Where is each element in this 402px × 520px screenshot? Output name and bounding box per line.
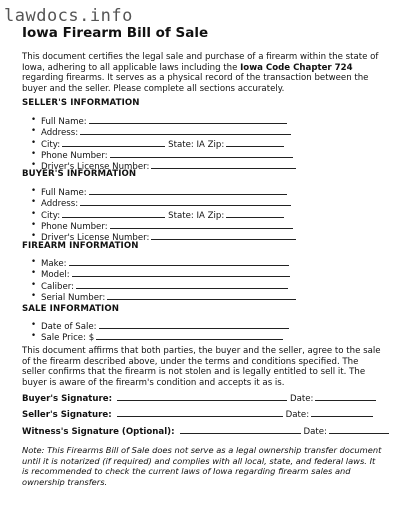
seller-signature-field[interactable] [117, 409, 283, 417]
site-watermark: lawdocs.info [4, 6, 133, 26]
intro-text-end: regarding firearms. It serves as a physical record of the transaction between the buyer and the seller. Please complete all sections accurately. [22, 73, 369, 94]
firearm-serial-label: Serial Number: [41, 292, 106, 303]
affirmation-paragraph: This document affirms that both parties, the buyer and the seller, agree to the sale of the firearm described above, under the terms and conditions specified. The seller confirms that the firearm is not stolen and is legally entitled to sell it. The buyer is aware of the firearm's condition and accepts it as is. [22, 346, 381, 388]
seller-city-field[interactable] [62, 139, 165, 147]
buyer-full-name-row [31, 187, 296, 198]
firearm-model-row [31, 269, 296, 280]
buyer-signature-field[interactable] [117, 393, 287, 401]
seller-phone-row [31, 150, 296, 161]
seller-full-name-label: Full Name: [41, 117, 87, 127]
sale-date-label: Date of Sale: [41, 322, 97, 332]
firearm-serial-row [31, 292, 296, 303]
intro-code-reference: Iowa Code Chapter 724 [240, 62, 353, 73]
seller-address-row [31, 127, 296, 138]
intro-text: This document certifies the legal sale and purchase of a firearm within the state of Iowa, adhering to all applicable laws including the [22, 52, 379, 73]
firearm-caliber-row [31, 281, 296, 292]
witness-signature-date-field[interactable] [329, 426, 389, 434]
firearm-model-field[interactable] [72, 269, 290, 277]
buyer-phone-field[interactable] [110, 221, 293, 229]
seller-signature-row [22, 409, 373, 420]
seller-phone-field[interactable] [110, 150, 293, 158]
seller-fields-list [31, 116, 296, 172]
seller-full-name-row [31, 116, 296, 127]
buyer-address-label: Address: [41, 199, 79, 210]
seller-signature-date-label: Date: [285, 410, 310, 420]
buyer-license-field[interactable] [151, 232, 296, 240]
sale-section-heading: SALE INFORMATION [22, 304, 120, 314]
seller-state-zip-label: State: IA Zip: [168, 139, 225, 150]
sale-price-field[interactable] [96, 332, 283, 340]
firearm-model-label: Model: [41, 270, 70, 281]
firearm-fields-list [31, 258, 296, 303]
seller-full-name-field[interactable] [89, 116, 287, 124]
seller-phone-label: Phone Number: [41, 150, 108, 161]
firearm-make-row [31, 258, 296, 269]
buyer-zip-field[interactable] [226, 210, 284, 218]
firearm-caliber-field[interactable] [76, 281, 288, 289]
buyer-city-field[interactable] [62, 210, 165, 218]
witness-signature-row [22, 426, 389, 437]
legal-note: Note: This Firearms Bill of Sale does not serve as a legal ownership transfer document until it is notarized (if required) and complies with all local, state, and federal laws. It is recommended to check the current laws of Iowa regarding firearm sales and ownership transfers. [22, 445, 382, 487]
buyer-signature-row [22, 393, 376, 404]
firearm-make-label: Make: [41, 259, 67, 269]
firearm-caliber-label: Caliber: [41, 281, 75, 292]
buyer-fields-list [31, 187, 296, 243]
buyer-address-row [31, 198, 296, 209]
seller-zip-field[interactable] [226, 139, 284, 147]
intro-paragraph [22, 52, 382, 94]
seller-address-label: Address: [41, 128, 79, 139]
seller-city-state-row [31, 139, 296, 150]
buyer-full-name-field[interactable] [89, 187, 287, 195]
buyer-city-label: City: [41, 210, 61, 221]
sale-fields-list [31, 321, 289, 344]
seller-license-field[interactable] [151, 161, 296, 169]
buyer-signature-date-label: Date: [290, 394, 314, 404]
buyer-state-zip-label: State: IA Zip: [168, 210, 225, 221]
firearm-serial-field[interactable] [107, 292, 296, 300]
buyer-phone-label: Phone Number: [41, 221, 108, 232]
document-title: Iowa Firearm Bill of Sale [22, 25, 209, 41]
buyer-full-name-label: Full Name: [41, 188, 87, 198]
buyer-signature-date-field[interactable] [315, 393, 376, 401]
witness-signature-label: Witness's Signature (Optional): [22, 427, 175, 437]
seller-section-heading: SELLER'S INFORMATION [22, 98, 140, 108]
sale-date-row [31, 321, 289, 332]
seller-city-label: City: [41, 139, 61, 150]
sale-price-label: Sale Price: $ [41, 333, 95, 344]
seller-signature-date-field[interactable] [311, 409, 373, 417]
buyer-license-label: Driver's License Number: [41, 233, 150, 244]
seller-license-label: Driver's License Number: [41, 162, 150, 173]
seller-signature-label: Seller's Signature: [22, 410, 112, 420]
buyer-section-heading: BUYER'S INFORMATION [22, 169, 137, 179]
buyer-city-state-row [31, 210, 296, 221]
buyer-address-field[interactable] [80, 198, 291, 206]
firearm-section-heading: FIREARM INFORMATION [22, 241, 139, 251]
witness-signature-date-label: Date: [303, 427, 327, 437]
buyer-phone-row [31, 221, 296, 232]
buyer-signature-label: Buyer's Signature: [22, 394, 113, 404]
seller-address-field[interactable] [80, 127, 291, 135]
sale-price-row [31, 332, 289, 343]
sale-date-field[interactable] [99, 321, 289, 329]
firearm-make-field[interactable] [69, 258, 289, 266]
witness-signature-field[interactable] [180, 426, 301, 434]
